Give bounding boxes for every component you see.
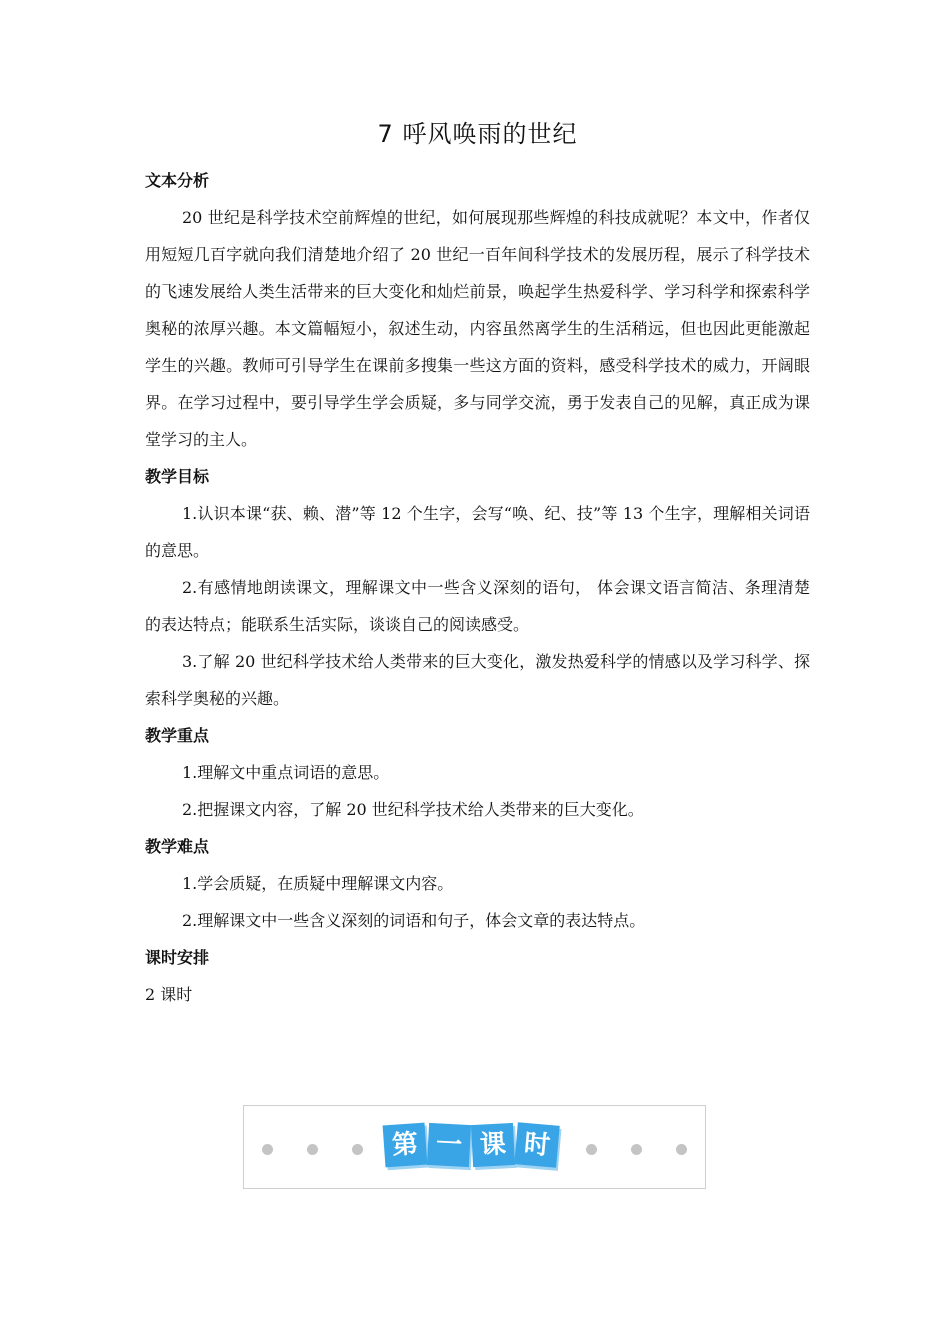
difficulty-item: 1.学会质疑，在质疑中理解课文内容。 [182, 874, 454, 893]
dot-icon [262, 1144, 273, 1155]
lesson-badge-char: 一 [427, 1123, 471, 1167]
section-heading-difficulties: 教学难点 [145, 837, 210, 856]
goal-item: 3.了解 20 世纪科学技术给人类带来的巨大变化，激发热爱科学的情感以及学习科学、探索科学奥秘的兴趣。 [145, 652, 810, 708]
lesson-banner [243, 1105, 706, 1189]
section-heading-goals: 教学目标 [145, 467, 210, 486]
lesson-badge-char: 第 [383, 1123, 428, 1168]
difficulty-item: 2.理解课文中一些含义深刻的词语和句子，体会文章的表达特点。 [182, 911, 646, 930]
dot-icon [307, 1144, 318, 1155]
analysis-paragraph: 20 世纪是科学技术空前辉煌的世纪，如何展现那些辉煌的科技成就呢？本文中，作者仅用短短几百字就向我们清楚地介绍了 20 世纪一百年间科学技术的发展历程，展示了科学技术的飞速发展给人类生活带来的巨大变化和灿烂前景，唤起学生热爱科学、学习科学和探索科学奥秘的浓厚兴趣。本文篇幅短小，叙述生动，内容虽然离学生的生活稍远，但也因此更能激起学生的兴趣。教师可引导学生在课前多搜集一些这方面的资料，感受科学技术的威力，开阔眼界。在学习过程中，要引导学生学会质疑，多与同学交流，勇于发表自己的见解，真正成为课堂学习的主人。 [145, 208, 810, 449]
key-point-item: 2.把握课文内容，了解 20 世纪科学技术给人类带来的巨大变化。 [182, 800, 644, 819]
lesson-badge-row [384, 1124, 564, 1174]
goal-item: 1.认识本课“获、赖、潜”等 12 个生字，会写“唤、纪、技”等 13 个生字，理解相关词语的意思。 [145, 504, 810, 560]
key-point-item: 1.理解文中重点词语的意思。 [182, 763, 390, 782]
section-heading-analysis: 文本分析 [145, 171, 210, 190]
document-page [145, 112, 810, 1013]
dot-icon [676, 1144, 687, 1155]
schedule-text: 2 课时 [145, 985, 193, 1004]
section-heading-schedule: 课时安排 [145, 948, 210, 967]
dot-icon [586, 1144, 597, 1155]
lesson-badge-char: 时 [514, 1122, 560, 1168]
section-heading-key-points: 教学重点 [145, 726, 210, 745]
dot-icon [352, 1144, 363, 1155]
goal-item: 2.有感情地朗读课文，理解课文中一些含义深刻的语句， 体会课文语言简洁、条理清楚的表达特点；能联系生活实际，谈谈自己的阅读感受。 [145, 578, 810, 634]
lesson-badge-char: 课 [471, 1123, 515, 1167]
dot-icon [631, 1144, 642, 1155]
document-title: 7 呼风唤雨的世纪 [377, 120, 578, 148]
